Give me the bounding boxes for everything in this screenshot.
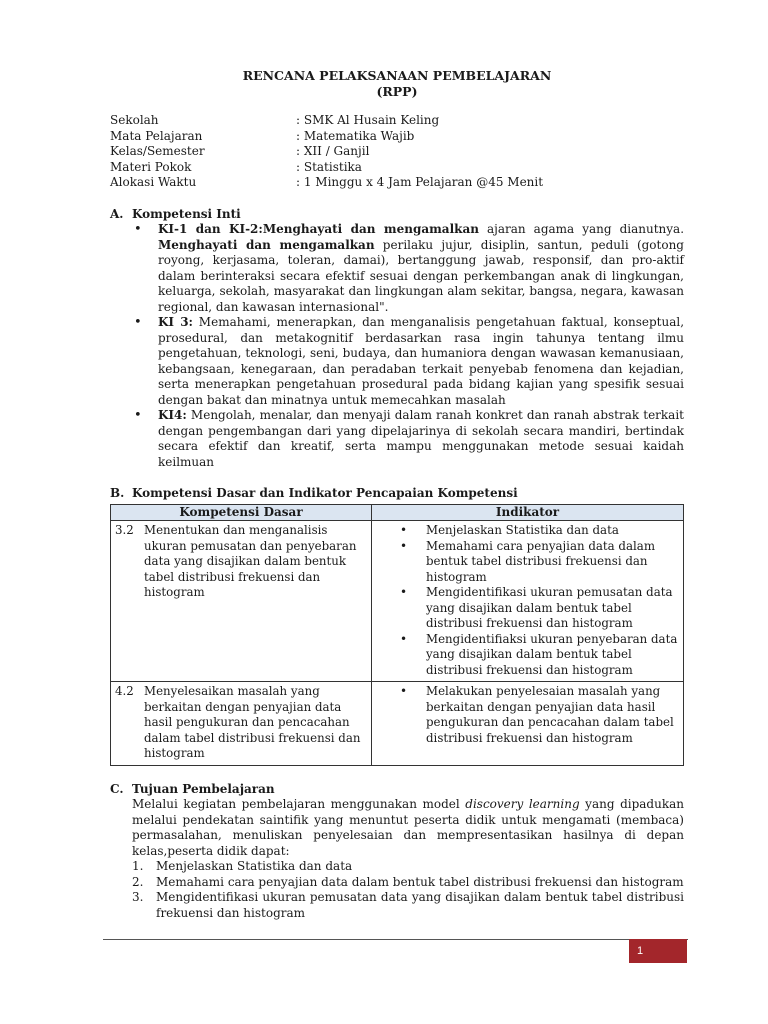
intro-model-name: discovery learning (465, 797, 580, 811)
ki-label: KI4: (158, 408, 187, 422)
column-header-indicator: Indikator (372, 504, 684, 521)
identity-value: : 1 Minggu x 4 Jam Pelajaran @45 Menit (296, 175, 544, 189)
competence-table (110, 504, 684, 766)
core-competence-text (158, 408, 684, 470)
list-item (132, 859, 684, 875)
section-letter: B. (110, 486, 125, 500)
list-text: Memahami cara penyajian data dalam bentuk tabel distribusi frekuensi dan histogram (156, 874, 684, 889)
identity-row-time (110, 175, 684, 191)
basic-competence (115, 684, 367, 762)
document-subtitle: (RPP) (376, 84, 418, 99)
ki-emphasis: Menghayati dan mengamalkan (158, 237, 375, 252)
list-text: Menjelaskan Statistika dan data (156, 859, 353, 873)
document-title: RENCANA PELAKSANAAN PEMBELAJARAN (242, 68, 552, 83)
document-page (110, 68, 684, 921)
identity-value: : XII / Ganjil (296, 144, 370, 158)
table-cell (111, 521, 372, 682)
table-row (111, 682, 684, 766)
indicator-item (398, 684, 679, 746)
section-title: Kompetensi Dasar dan Indikator Pencapaian Kompetensi (132, 486, 518, 500)
indicator-item (398, 539, 679, 586)
footer-divider (103, 939, 688, 940)
list-number: 3. (132, 890, 144, 904)
competence-number: 4.2 (115, 684, 134, 698)
bullet-icon: • (400, 684, 408, 698)
ki-body: ajaran agama yang dianutnya. (478, 222, 685, 236)
core-competence-item (132, 315, 684, 408)
section-title: Kompetensi Inti (132, 206, 241, 221)
list-number: 1. (132, 859, 144, 873)
section-letter: C. (110, 781, 124, 796)
identity-row-topic (110, 160, 684, 176)
competence-text: Menyelesaikan masalah yang berkaitan dengan penyajian data hasil pengukuran dan pencacahan dalam tabel distribusi frekuensi dan histogram (144, 684, 361, 760)
section-letter: A. (110, 206, 124, 221)
ki-body: perilaku jujur, disiplin, santun, peduli (gotong royong, kerjasama, toleran, damai), bertanggung jawab, responsif, dan pro-aktif dalam berinteraksi secara efektif sesuai dengan perkembangan anak di lingkungan, keluarga, sekolah, masyarakat dan lingkungan alam sekitar, bangsa, negara, kawasan regional, dan kawasan internasional". (158, 237, 684, 314)
identity-row-subject (110, 129, 684, 145)
bullet-icon: • (400, 631, 408, 646)
identity-label: Materi Pokok (110, 159, 192, 174)
list-item (132, 890, 684, 921)
page-number-badge: 1 (629, 939, 687, 963)
bullet-icon: • (134, 315, 142, 330)
list-item (132, 875, 684, 891)
section-c-heading (110, 782, 684, 798)
section-title: Tujuan Pembelajaran (132, 781, 275, 796)
bullet-icon: • (400, 585, 408, 599)
table-header-row (111, 504, 684, 521)
indicator-text: Melakukan penyelesaian masalah yang berkaitan dengan penyajian data hasil pengukuran dan pencacahan dalam tabel distribusi frekuensi dan histogram (426, 684, 674, 745)
list-text: Mengidentifikasi ukuran pemusatan data yang disajikan dalam bentuk tabel distribusi frekuensi dan histogram (156, 890, 684, 920)
identity-block (110, 113, 684, 191)
identity-value: : Statistika (296, 159, 362, 174)
indicator-item (398, 523, 679, 539)
identity-label: Mata Pelajaran (110, 128, 203, 143)
bullet-icon: • (134, 222, 142, 237)
ki-body: Memahami, menerapkan, dan menganalisis pengetahuan faktual, konseptual, prosedural, dan metakognitif berdasarkan rasa ingin tahunya tentang ilmu pengetahuan, teknologi, seni, budaya, dan humaniora dengan wawasan kemanusiaan, kebangsaan, kenegaraan, dan peradaban terkait penyebab fenomena dan kejadian, serta menerapkan pengetahuan prosedural pada bidang kajian yang spesifik sesuai dengan bakat dan minatnya untuk memecahkan masalah (158, 315, 685, 407)
identity-value: : Matematika Wajib (296, 128, 415, 143)
basic-competence (115, 523, 367, 601)
learning-objective-list (110, 859, 684, 921)
competence-text: Menentukan dan menganalisis ukuran pemusatan dan penyebaran data yang disajikan dalam bentuk tabel distribusi frekuensi dan histogram (144, 523, 357, 599)
intro-text: Melalui kegiatan pembelajaran menggunakan model (132, 797, 466, 811)
ki-label: KI 3: (158, 315, 193, 329)
identity-label: Alokasi Waktu (110, 175, 197, 189)
indicator-list (376, 684, 679, 746)
column-header-basic-competence: Kompetensi Dasar (111, 504, 372, 521)
table-cell (111, 682, 372, 766)
competence-number: 3.2 (115, 523, 134, 537)
learning-objective-intro (110, 797, 684, 859)
bullet-icon: • (400, 538, 408, 553)
ki-body: Mengolah, menalar, dan menyaji dalam ranah konkret dan ranah abstrak terkait dengan pengembangan dari yang dipelajarinya di sekolah secara mandiri, bertindak secara efektif dan kreatif, serta mampu menggunakan metode sesuai kaidah keilmuan (158, 408, 684, 469)
section-a-heading (110, 207, 684, 223)
table-cell (372, 521, 684, 682)
bullet-icon: • (400, 523, 408, 537)
core-competence-item (132, 408, 684, 470)
identity-label: Kelas/Semester (110, 144, 205, 158)
indicator-list (376, 523, 679, 678)
indicator-text: Menjelaskan Statistika dan data (426, 523, 619, 537)
section-b-heading (110, 486, 684, 502)
bullet-icon: • (134, 408, 142, 423)
indicator-item (398, 632, 679, 679)
ki-label: KI-1 dan KI-2:Menghayati dan mengamalkan (158, 222, 479, 236)
table-cell (372, 682, 684, 766)
core-competence-item (132, 222, 684, 315)
core-competence-list (110, 222, 684, 470)
indicator-text: Mengidentifiaksi ukuran penyebaran data yang disajikan dalam bentuk tabel distribusi frekuensi dan histogram (426, 631, 678, 677)
identity-value: : SMK Al Husain Keling (296, 113, 440, 127)
table-row (111, 521, 684, 682)
intro-text: yang dipadukan melalui pendekatan saintifik yang menuntut peserta didik untuk mengamati (membaca) permasalahan, menuliskan penyelesaian dan mempresentasikan hasilnya di depan kelas,peserta didik dapat: (132, 797, 684, 858)
indicator-item (398, 585, 679, 632)
identity-row-school (110, 113, 684, 129)
core-competence-text (158, 315, 684, 408)
identity-row-class (110, 144, 684, 160)
list-number: 2. (132, 874, 144, 889)
identity-label: Sekolah (110, 113, 159, 127)
indicator-text: Memahami cara penyajian data dalam bentuk tabel distribusi frekuensi dan histogram (426, 538, 656, 584)
core-competence-text (158, 222, 684, 315)
indicator-text: Mengidentifikasi ukuran pemusatan data yang disajikan dalam bentuk tabel distribusi frekuensi dan histogram (426, 585, 673, 630)
